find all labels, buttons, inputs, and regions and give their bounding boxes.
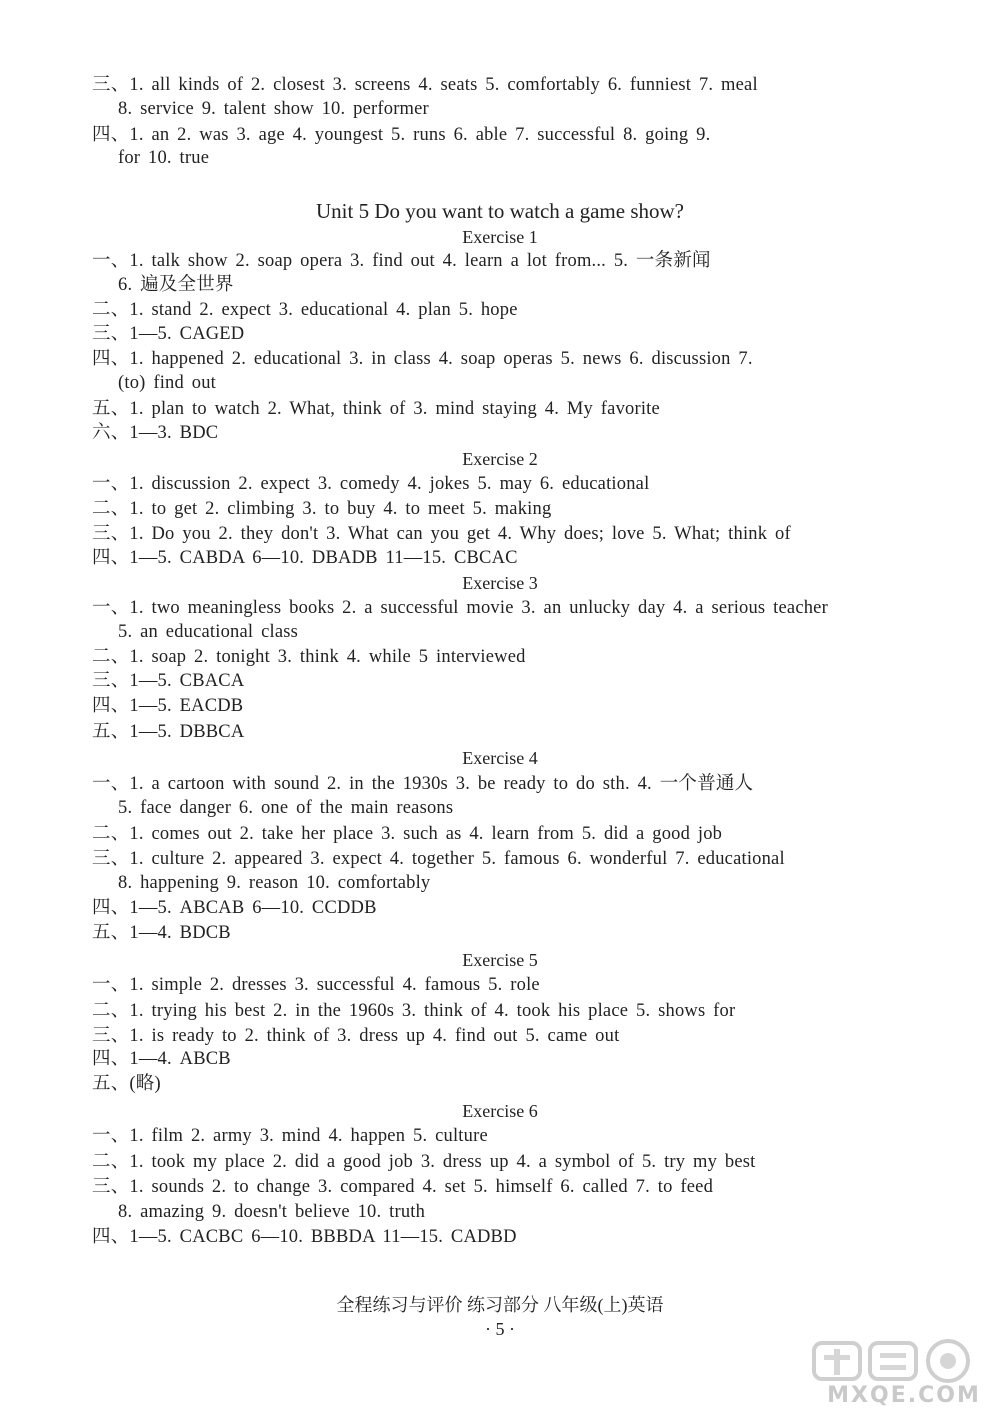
- answer-line: 三、1. all kinds of 2. closest 3. screens 4. seats 5. comfortably 6. funniest 7. meal: [92, 75, 758, 95]
- exercise-title: Exercise 6: [462, 1101, 538, 1121]
- answer-line: 四、1—4. ABCB: [92, 1049, 231, 1069]
- answer-line: 四、1. happened 2. educational 3. in class 4. soap operas 5. news 6. discussion 7.: [92, 349, 753, 369]
- answer-line: 二、1. trying his best 2. in the 1960s 3. think of 4. took his place 5. shows for: [92, 1001, 736, 1021]
- answer-line: 四、1—5. ABCAB 6—10. CCDDB: [92, 898, 377, 918]
- answer-line: 三、1. sounds 2. to change 3. compared 4. set 5. himself 6. called 7. to feed: [92, 1177, 714, 1197]
- answer-line: 一、1. a cartoon with sound 2. in the 1930s 3. be ready to do sth. 4. 一个普通人: [92, 774, 754, 794]
- answer-line: (to) find out: [118, 373, 217, 393]
- answer-line: 五、(略): [92, 1074, 161, 1094]
- answer-line: 二、1. took my place 2. did a good job 3. dress up 4. a symbol of 5. try my best: [92, 1152, 756, 1172]
- exercise-title: Exercise 1: [462, 227, 538, 247]
- answer-line: 四、1—5. CACBC 6—10. BBBDA 11—15. CADBD: [92, 1227, 517, 1247]
- answer-line: 一、1. discussion 2. expect 3. comedy 4. jokes 5. may 6. educational: [92, 474, 650, 494]
- answer-line: 三、1. is ready to 2. think of 3. dress up 4. find out 5. came out: [92, 1026, 620, 1046]
- watermark-logo-icon: [808, 1335, 990, 1385]
- answer-line: 五、1. plan to watch 2. What, think of 3. mind staying 4. My favorite: [92, 399, 660, 419]
- answer-line: 5. face danger 6. one of the main reasons: [118, 798, 454, 818]
- answer-line: 二、1. comes out 2. take her place 3. such as 4. learn from 5. did a good job: [92, 824, 723, 844]
- page-number: · 5 ·: [485, 1319, 515, 1339]
- answer-line: 二、1. to get 2. climbing 3. to buy 4. to meet 5. making: [92, 499, 552, 519]
- answer-line: 6. 遍及全世界: [118, 275, 234, 295]
- answer-line: 8. happening 9. reason 10. comfortably: [118, 873, 431, 893]
- answer-line: 二、1. soap 2. tonight 3. think 4. while 5 interviewed: [92, 647, 526, 667]
- watermark-logo: [808, 1335, 990, 1411]
- answer-line: 一、1. two meaningless books 2. a successful movie 3. an unlucky day 4. a serious teacher: [92, 598, 828, 618]
- exercise-title: Exercise 2: [462, 449, 538, 469]
- unit-title: Unit 5 Do you want to watch a game show?: [315, 199, 684, 223]
- answer-line: 5. an educational class: [118, 622, 299, 642]
- answer-line: 一、1. talk show 2. soap opera 3. find out 4. learn a lot from... 5. 一条新闻: [92, 251, 711, 271]
- exercise-title: Exercise 3: [462, 573, 538, 593]
- exercise-title: Exercise 4: [462, 748, 538, 768]
- answer-line: 四、1—5. EACDB: [92, 696, 244, 716]
- answer-line: 四、1—5. CABDA 6—10. DBADB 11—15. CBCAC: [92, 548, 518, 568]
- answer-line: 8. amazing 9. doesn't believe 10. truth: [118, 1202, 426, 1222]
- answer-line: 三、1. Do you 2. they don't 3. What can you get 4. Why does; love 5. What; think of: [92, 524, 791, 544]
- answer-line: 五、1—4. BDCB: [92, 923, 231, 943]
- answer-line: 三、1. culture 2. appeared 3. expect 4. together 5. famous 6. wonderful 7. educational: [92, 849, 785, 869]
- watermark-text: MXQE.COM: [827, 1383, 981, 1408]
- answer-line: 二、1. stand 2. expect 3. educational 4. plan 5. hope: [92, 300, 518, 320]
- answer-line: 六、1—3. BDC: [92, 423, 219, 443]
- answer-line: 三、1—5. CAGED: [92, 324, 245, 344]
- answer-line: 四、1. an 2. was 3. age 4. youngest 5. runs 6. able 7. successful 8. going 9.: [92, 125, 711, 145]
- book-title-footer: 全程练习与评价 练习部分 八年级(上)英语: [336, 1295, 664, 1315]
- answer-line: 一、1. simple 2. dresses 3. successful 4. famous 5. role: [92, 975, 540, 995]
- answer-line: 8. service 9. talent show 10. performer: [118, 99, 429, 119]
- answer-line: 一、1. film 2. army 3. mind 4. happen 5. culture: [92, 1126, 488, 1146]
- answer-line: for 10. true: [118, 148, 210, 168]
- exercise-title: Exercise 5: [462, 950, 538, 970]
- answer-line: 五、1—5. DBBCA: [92, 722, 245, 742]
- answer-line: 三、1—5. CBACA: [92, 671, 245, 691]
